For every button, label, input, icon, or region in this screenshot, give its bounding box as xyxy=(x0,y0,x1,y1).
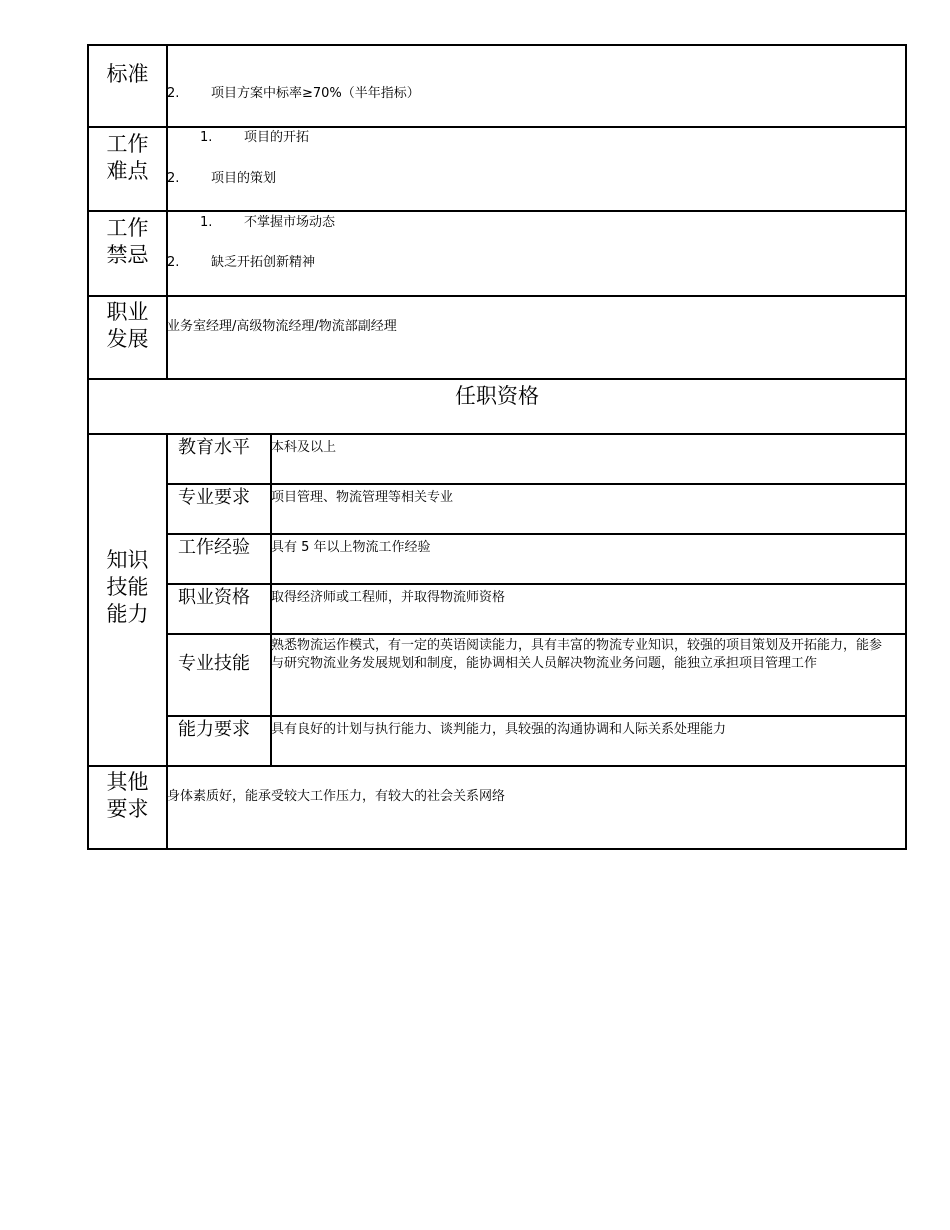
career-text: 业务室经理/高级物流经理/物流部副经理 xyxy=(167,319,397,334)
skills-label: 专业技能 xyxy=(178,653,250,674)
table-border-right xyxy=(905,44,907,850)
ability-label: 能力要求 xyxy=(178,719,250,740)
other-text: 身体素质好，能承受较大工作压力，有较大的社会关系网络 xyxy=(167,789,506,804)
row-divider xyxy=(166,633,907,635)
row-divider xyxy=(87,765,907,767)
major-label: 专业要求 xyxy=(178,487,250,508)
certification-label: 职业资格 xyxy=(178,587,250,608)
education-value: 本科及以上 xyxy=(271,440,337,455)
row-divider xyxy=(166,483,907,485)
row-divider xyxy=(87,126,907,128)
ability-value: 具有良好的计划与执行能力、谈判能力，具较强的沟通协调和人际关系处理能力 xyxy=(271,722,727,737)
difficulties-item-1-number: 1. xyxy=(200,130,213,145)
row-divider xyxy=(87,378,907,380)
row-divider xyxy=(87,210,907,212)
row-divider xyxy=(166,583,907,585)
row-divider xyxy=(87,433,907,435)
other-label: 其他 要求 xyxy=(106,770,149,821)
major-value: 项目管理、物流管理等相关专业 xyxy=(271,490,454,505)
row-divider xyxy=(166,533,907,535)
taboos-item-2-number: 2. xyxy=(167,255,180,270)
experience-value: 具有 5 年以上物流工作经验 xyxy=(271,540,431,555)
standard-item-2-number: 2. xyxy=(167,86,180,101)
taboos-item-2-text: 缺乏开拓创新精神 xyxy=(211,255,316,270)
difficulties-item-2-text: 项目的策划 xyxy=(211,171,277,186)
difficulties-item-2-number: 2. xyxy=(167,171,180,186)
taboos-item-1-number: 1. xyxy=(200,215,213,230)
qualifications-title: 任职资格 xyxy=(455,384,539,408)
standard-item-2-text: 项目方案中标率≥70%（半年指标） xyxy=(211,86,420,101)
table-border-top xyxy=(87,44,907,46)
certification-value: 取得经济师或工程师，并取得物流师资格 xyxy=(271,590,506,605)
skills-value: 熟悉物流运作模式，有一定的英语阅读能力，具有丰富的物流专业知识，较强的项目策划及开拓能力，能参与研究物流业务发展规划和制度，能协调相关人员解决物流业务问题，能独立承担项目管理工作 xyxy=(271,638,883,671)
difficulties-item-1-text: 项目的开拓 xyxy=(244,130,310,145)
education-label: 教育水平 xyxy=(178,437,250,458)
taboos-item-1-text: 不掌握市场动态 xyxy=(244,215,336,230)
difficulties-label: 工作 难点 xyxy=(106,132,149,183)
standard-label: 标准 xyxy=(106,62,149,86)
career-label: 职业 发展 xyxy=(106,300,149,351)
experience-label: 工作经验 xyxy=(178,537,250,558)
row-divider xyxy=(166,715,907,717)
table-border-bottom xyxy=(87,848,907,850)
row-divider xyxy=(87,295,907,297)
taboos-label: 工作 禁忌 xyxy=(106,216,149,267)
qualifications-group-label: 知识 技能 能力 xyxy=(106,548,149,626)
